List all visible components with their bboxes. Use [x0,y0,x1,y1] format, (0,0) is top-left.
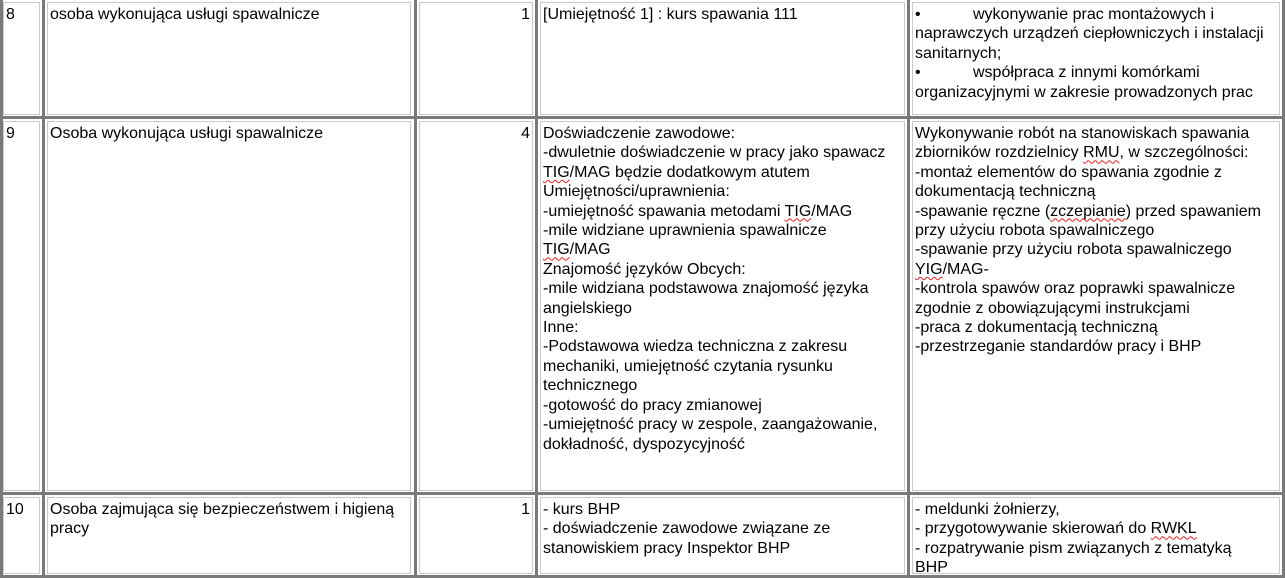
requirement-line: -dwuletnie doświadczenie w pracy jako spawacz [543,144,886,162]
duty-line: - meldunki żołnierzy, [915,501,1060,518]
duty-line: naprawczych urządzeń ciepłowniczych i instalacji [915,25,1264,43]
duty-text: wykonywanie prac montażowych i [973,6,1214,23]
requirement-line: -gotowość do pracy zmianowej [543,396,762,414]
duty-line: YIG/MAG- [915,260,989,278]
table-cell-duties [912,121,1280,491]
requirement-line: TIG/MAG [543,241,611,259]
table-cell-count [419,121,533,491]
duties-list [915,124,1277,357]
position-name: Osoba wykonująca usługi spawalnicze [50,125,324,142]
requirement-line: stanowiskiem pracy Inspektor BHP [543,539,791,557]
requirements-list [543,124,902,454]
duty-line: -przestrzeganie standardów pracy i BHP [915,338,1202,356]
duties-list [915,500,1277,574]
requirement-line: technicznego [543,377,638,395]
requirements-list [543,5,902,24]
table-cell-count [419,497,533,574]
duty-line: dokumentacją techniczną [915,183,1096,201]
bullet-icon: • [915,6,921,23]
requirement-line: mechaniki, umiejętność czytania rysunku [543,357,833,375]
requirement-line: dokładność, dyspozycyjność [543,435,745,453]
bullet-icon: • [915,64,921,82]
column-divider [42,0,45,578]
duties-list [915,5,1277,102]
table-cell-nr [3,2,40,115]
row-number: 9 [6,125,15,142]
duty-line [915,5,1277,24]
duty-line: BHP [915,559,948,574]
table-cell-position [47,2,411,115]
requirement-line: Doświadczenie zawodowe: [543,125,736,142]
requirement-line: Umiejętności/uprawnienia: [543,183,730,201]
requirement-line: angielskiego [543,299,632,317]
duty-line: -spawanie przy użyciu robota spawalniczego [915,241,1232,259]
duty-line: - przygotowywanie skierowań do RWKL [915,520,1197,538]
requirements-list [543,500,902,558]
requirement-line: -umiejętność spawania metodami TIG/MAG [543,202,853,220]
duty-line: Wykonywanie robót na stanowiskach spawania [915,125,1250,142]
row-number: 10 [6,501,24,518]
column-divider [907,0,910,578]
headcount: 1 [521,501,530,518]
duty-line: organizacyjnymi w zakresie prowadzonych prac [915,83,1253,101]
column-divider [535,0,538,578]
requirement-line: Inne: [543,319,579,337]
table-cell-requirements [540,497,905,574]
duty-line [915,63,1277,82]
position-name: osoba wykonująca usługi spawalnicze [50,6,320,23]
requirement-line: Znajomość języków Obcych: [543,260,746,278]
duty-line: -praca z dokumentacją techniczną [915,319,1158,337]
row-number: 8 [6,6,15,23]
row-divider [0,116,1285,119]
table-cell-position [47,497,411,574]
position-name: Osoba zajmująca się bezpieczeństwem i higieną pracy [50,501,395,538]
duty-line: przy użyciu robota spawalniczego [915,222,1155,240]
duty-line: sanitarnych; [915,44,1002,62]
requirement-line: TIG/MAG będzie dodatkowym atutem [543,163,810,181]
table-cell-nr [3,121,40,491]
table-cell-duties [912,497,1280,574]
duty-line: -montaż elementów do spawania zgodnie z [915,163,1222,181]
row-divider [0,492,1285,495]
duty-line: - rozpatrywanie pism związanych z tematyką [915,539,1232,557]
requirement-line: - doświadczenie zawodowe związane ze [543,520,831,538]
requirement-line: -mile widziane uprawnienia spawalnicze [543,222,827,240]
requirement-line: -umiejętność pracy w zespole, zaangażowanie, [543,416,878,434]
duty-line: zgodnie z obowiązującymi instrukcjami [915,299,1190,317]
table-cell-position [47,121,411,491]
headcount: 4 [521,125,530,142]
duty-line: -spawanie ręczne (zczepianie) przed spawaniem [915,202,1261,220]
requirement-line: -mile widziana podstawowa znajomość języka [543,280,869,298]
table-cell-nr [3,497,40,574]
requirement-line: [Umiejętność 1] : kurs spawania 111 [543,6,798,23]
table-cell-requirements [540,121,905,491]
requirement-line: -Podstawowa wiedza techniczna z zakresu [543,338,848,356]
duty-text: współpraca z innymi komórkami [973,64,1200,82]
duty-line: zbiorników rozdzielnicy RMU, w szczególności: [915,144,1249,162]
headcount: 1 [521,6,530,23]
column-divider [414,0,417,578]
duty-line: -kontrola spawów oraz poprawki spawalnicze [915,280,1236,298]
table-cell-count [419,2,533,115]
table-cell-requirements [540,2,905,115]
table-cell-duties [912,2,1280,115]
requirement-line: - kurs BHP [543,501,621,518]
